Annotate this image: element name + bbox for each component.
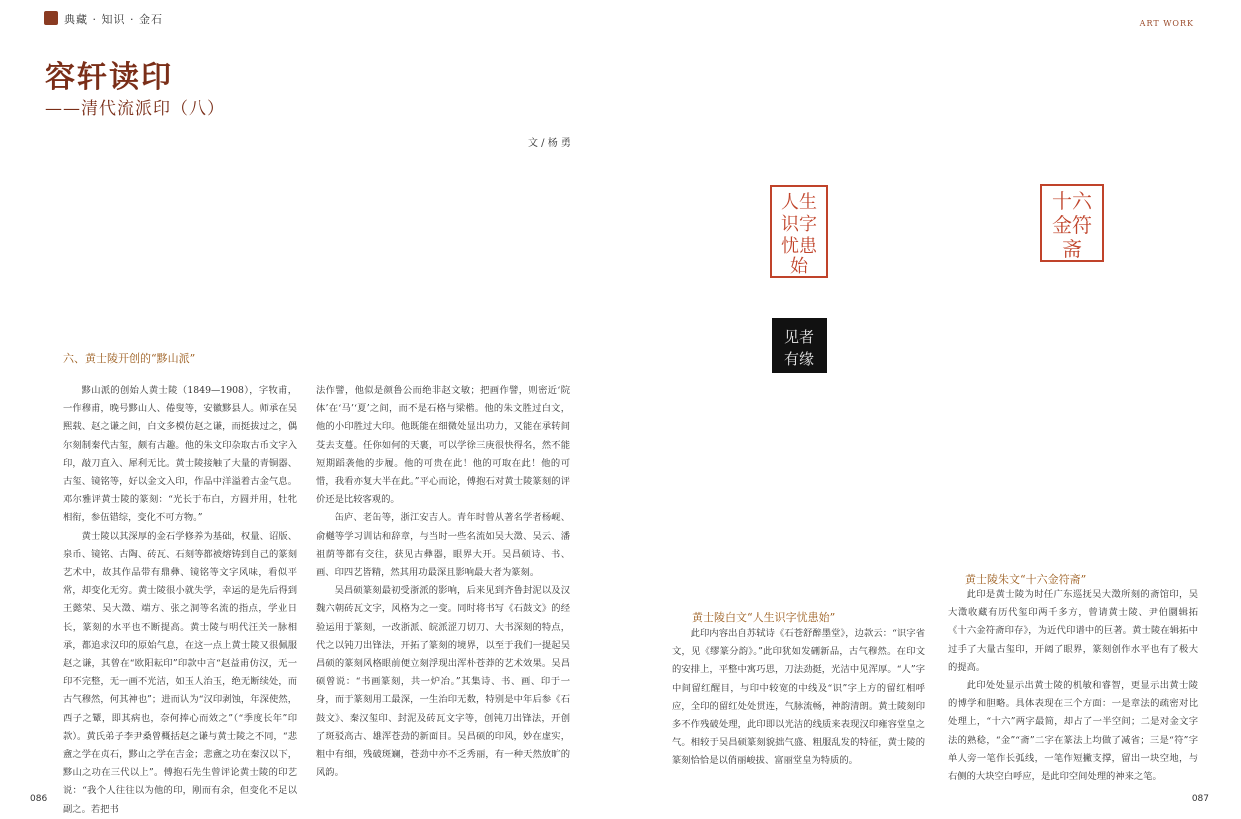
seal-char: 有缘 [783,350,815,368]
seal-char: 见者 [783,328,815,346]
paragraph: 黟山派的创始人黄士陵（1849—1908），字牧甫，一作穆甫，晚号黟山人、倦叟等，安徽黟县人。师承在吴熙载、赵之谦之间，白文多模仿赵之谦，而挺拔过之，偶尔刻制秦代古玺，颇有古趣。他的朱文印杂取古币文字入印，敲刀直入、犀利无比。黄士陵接触了大量的青铜器、古玺、镜铭等，好以金文入印，作品中洋溢着古金气息。邓尔雅评黄士陵的篆刻：“光长于布白，方圆并用，牡牝相衔，参伍错综，变化不可方物。” [63,385,297,524]
seal-char: 金符 [1052,213,1092,237]
seal-char: 人生 [781,192,817,213]
paragraph: 此印内容出自苏轼诗《石苍舒醉墨堂》，边款云：“识字省文，见《缪篆分韵》。”此印犹如发硎新品，古气穆然。在印文的安排上，平整中寓巧思，刀法劲挺，光洁中见浑厚。“人”字中间留红醒目，与印中较宽的中线及“识”字上方的留红相呼应，全印的留红处处贯连，气脉流畅，神韵清朗。黄士陵刻印多不作残破处理，此印即以光洁的线质来表现汉印雍容堂皇之气。相较于吴昌硕篆刻貌拙气盛、粗服乱发的特征，黄士陵的篆刻恰恰是以俏丽峻拔、富丽堂皇为特质的。 [672,628,925,767]
text-column-2 [316,382,570,782]
caption-seal-2: 黄士陵朱文“十六金符斋” [965,573,1087,586]
paragraph: 吴昌硕篆刻最初受浙派的影响，后来见到齐鲁封泥以及汉魏六朝砖瓦文字，风格为之一变。同时将书写《石鼓文》的经验运用于篆刻，一改浙派、皖派涩刀切刀、大书深刻的特点，代之以钝刀出锋法，开拓了篆刻的境界，以至于我们一提起吴昌硕的篆刻风格眼前便立刻浮现出浑朴苍莽的艺术效果。吴昌硕曾说：“书画篆刻，共一炉冶。”其集诗、书、画、印于一身，而于篆刻用工最深，一生治印无数，特别是中年后参《石鼓文》、秦汉玺印、封泥及砖瓦文字等，创钝刀出锋法，开创了斑驳高古、雄浑苍劲的新面目。吴昌硕的印风，妙在虚实，粗中有细，残破斑斓，苍劲中亦不乏秀丽，有一种天然放旷的风韵。 [316,585,570,779]
text-column-3 [672,625,925,771]
text-column-1 [63,382,297,819]
seal-char: 识字 [781,214,817,235]
seal-char: 斋 [1062,237,1082,261]
article-title: 容轩读印 [45,60,173,95]
seal-image-shiliujinfu [1040,184,1104,262]
paragraph: 此印是黄士陵为时任广东巡抚吴大澂所刻的斋馆印，吴大澂收藏有历代玺印两千多方，曾请黄士陵、尹伯圜辑拓《十六金符斋印存》，为近代印谱中的巨著。黄士陵在辑拓中过手了大量古玺印，开阔了眼界，篆刻创作水平也有了极大的提高。 [948,589,1198,673]
paragraph: 此印处处显示出黄士陵的机敏和睿智，更显示出黄士陵的博学和胆略。具体表现在三个方面：一是章法的疏密对比处理上，“十六”两字最简，却占了一半空间；二是对金文字法的熟稔，“金”“斋”二字在篆法上均做了减省；三是“符”字单人旁一笔作长弧线，一笔作短撇支撑，留出一块空地，与右侧的大块空白呼应，是此印空间处理的神来之笔。 [948,680,1198,783]
seal-char: 始 [790,256,808,277]
header-right-label: ART WORK [1139,19,1194,28]
page-number-left: 086 [30,794,48,804]
paragraph: 黄士陵以其深厚的金石学修养为基础，权量、诏版、泉币、镜铭、古陶、砖瓦、石刻等都被熔铸到自己的篆刻艺术中，故其作品带有鼎彝、镜铭等文字风味，看似平常，却变化无穷。黄士陵很小就失学，幸运的是先后得到王懿荣、吴大澂、端方、张之洞等名流的指点，学业日长，篆刻的水平也不断提高。黄士陵与明代汪关一脉相承，都追求汉印的原始气息，在这一点上黄士陵又很佩服赵之谦，其曾在“欧阳耘印”印款中言“赵益甫仿汉，无一印不完整，无一画不光洁，如玉人治玉，绝无断续处，而古气穆然，何其神也”；进而认为“汉印剥蚀，年深使然，西子之颦，即其病也，奈何捧心而效之”（“季度长年”印款）。黄氏弟子李尹桑曾概括赵之谦与黄士陵之不同，“悲盦之学在贞石，黟山之学在吉金；悲盦之功在秦汉以下，黟山之功在三代以上”。傅抱石先生曾评论黄士陵的印艺说：“我个人往往以为他的印，刚而有余，但变化不足以副之。若把书 [63,530,297,815]
seal-image-renshengshizi [770,185,828,278]
page-number-right: 087 [1191,794,1209,804]
text-column-4 [948,586,1198,786]
seal-char: 十六 [1052,189,1092,213]
article-subtitle: ——清代流派印（八） [45,99,225,119]
paragraph: 缶庐、老缶等，浙江安吉人。青年时曾从著名学者杨岘、俞樾等学习训诂和辞章，与当时一些名流如吴大澂、吴云、潘祖荫等都有交往，获见古彝器，眼界大开。吴昌硕诗、书、画、印四艺皆精，然其用功最深且影响最大者为篆刻。 [316,512,570,579]
section-heading: 六、黄士陵开创的“黟山派” [63,352,196,365]
header-breadcrumb: 典藏 · 知识 · 金石 [64,13,163,26]
seal-char: 忧患 [781,236,817,257]
brand-logo-icon [44,11,58,25]
seal-inscription-rubbing [772,318,827,373]
author-line: 文 / 杨 勇 [528,138,571,149]
caption-seal-1: 黄士陵白文“人生识字忧患始” [692,611,836,624]
paragraph: 法作譬，他似是颜鲁公而绝非赵文敏；把画作譬，则密近‘院体’在‘马’‘夏’之间，而不是石格与梁楷。他的朱文胜过白文，他的小印胜过大印。他既能在细微处显出功力，又能在承转间芟去支蔓。任你如何的天裹，可以学徐三庚很快得名，然不能短期蹈袭他的步履。他的可贵在此！他的可取在此！他的可惜，我看亦复大半在此。”平心而论，傅抱石对黄士陵篆刻的评价还是比较客观的。 [316,385,570,506]
